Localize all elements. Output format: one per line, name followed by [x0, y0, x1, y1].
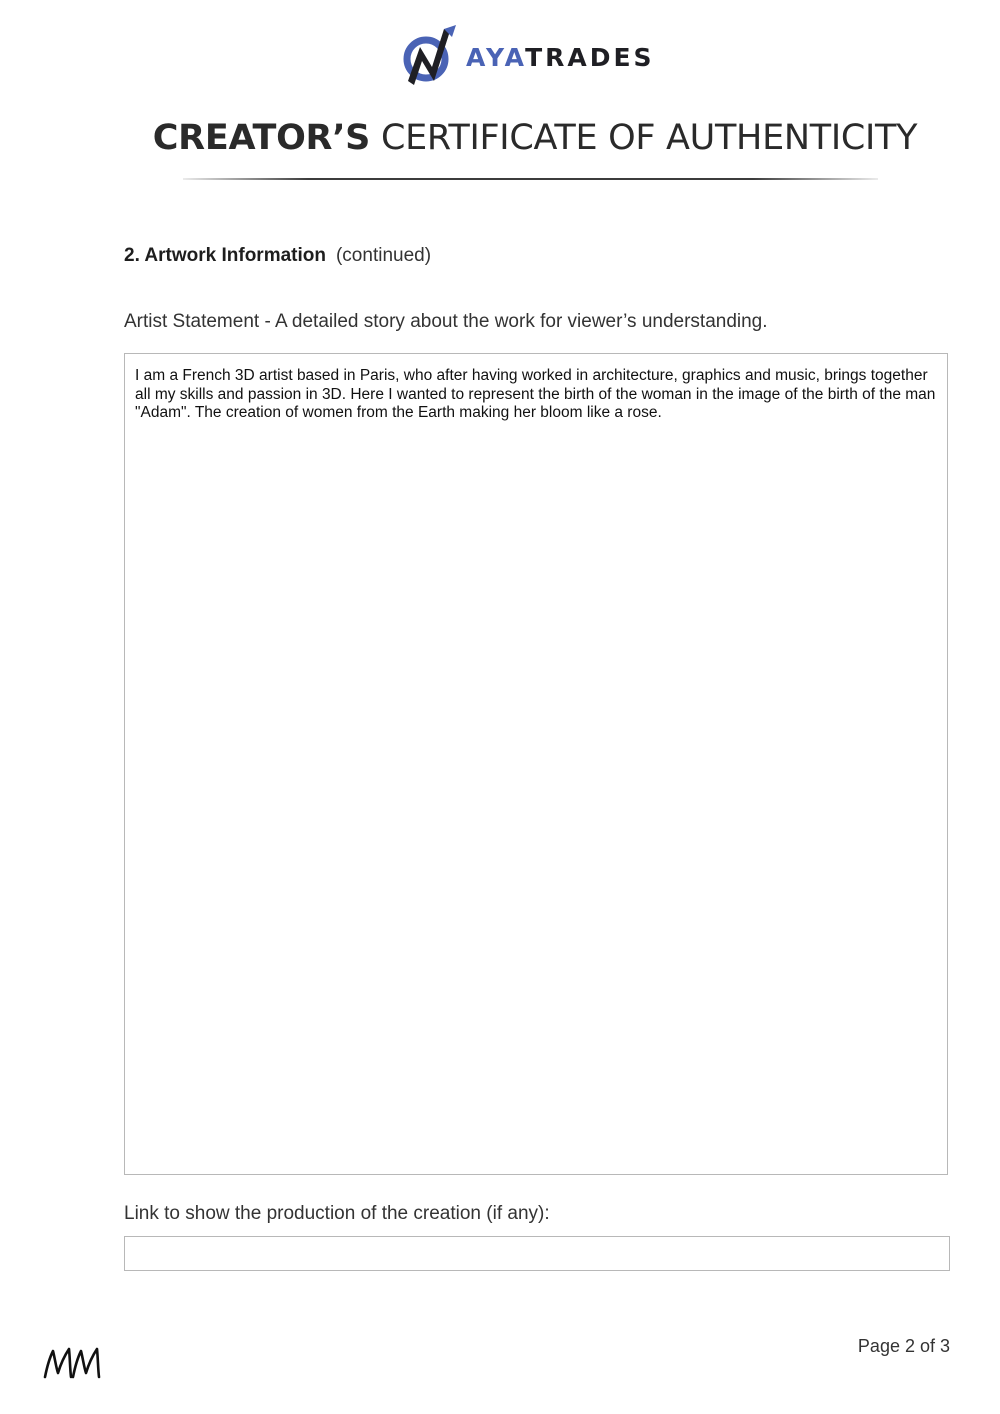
logo-wordmark [466, 43, 655, 72]
aya-trades-logo-mark-icon [400, 23, 458, 91]
certificate-title-bold: CREATOR’S [152, 118, 371, 158]
certificate-title-regular: CERTIFICATE OF AUTHENTICITY [380, 118, 918, 158]
section-heading-continued: (continued) [335, 245, 432, 266]
artist-statement-text: I am a French 3D artist based in Paris, who after having worked in architecture, graphics and music, brings together all my skills and passion in 3D. Here I wanted to represent the birth of the woman in the image of the birth of the man "Adam". The creation of women from the Earth making her bloom like a rose. [135, 367, 936, 421]
production-link-label: Link to show the production of the creation (if any): [124, 1203, 550, 1224]
production-link-field[interactable] [124, 1236, 950, 1271]
certificate-title [0, 118, 1000, 158]
artist-statement-label: Artist Statement - A detailed story about the work for viewer’s understanding. [124, 311, 768, 332]
logo-wordmark-aya: AYA [466, 42, 526, 72]
title-divider [183, 178, 878, 180]
company-logo [400, 22, 655, 92]
logo-wordmark-trades: TRADES [525, 42, 655, 72]
signature-initials-icon [42, 1343, 104, 1383]
page-number: Page 2 of 3 [857, 1336, 950, 1356]
artist-statement-field[interactable] [124, 353, 948, 1175]
section-heading [124, 245, 431, 267]
section-heading-title: 2. Artwork Information [124, 245, 326, 266]
